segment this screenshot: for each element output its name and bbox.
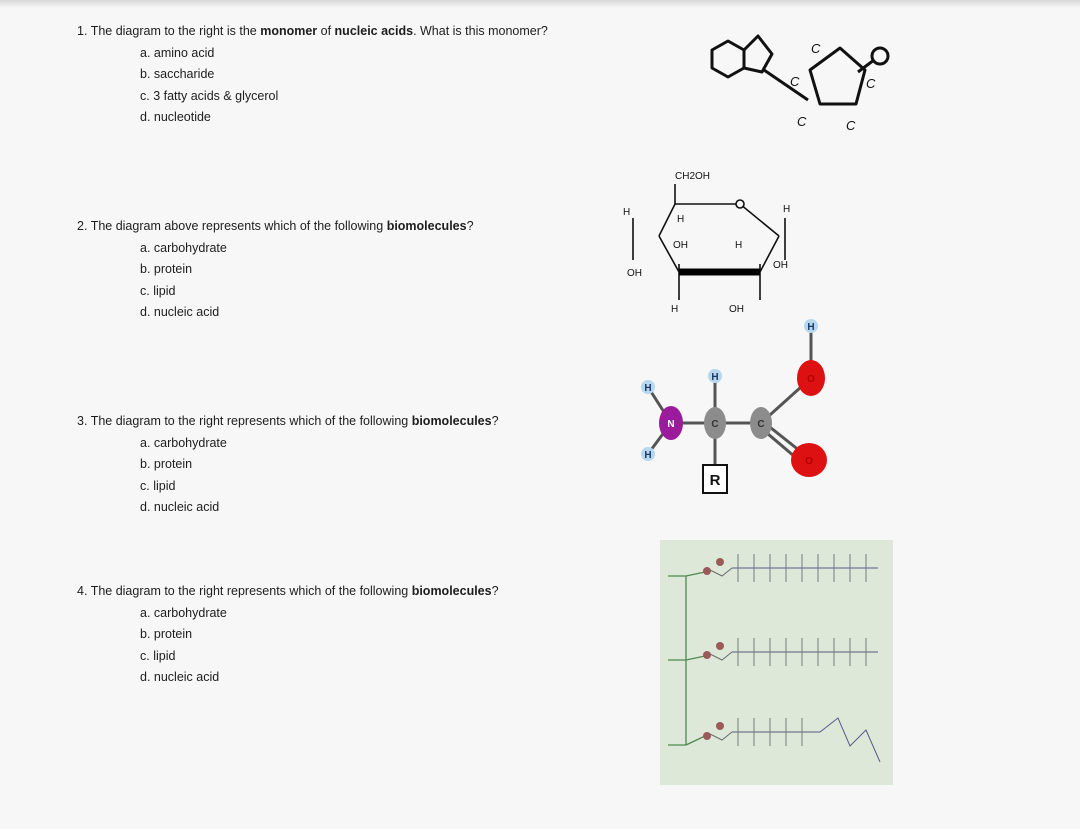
base-sugar-bond (764, 70, 808, 100)
atom-label: H (783, 204, 791, 215)
atom-label: CH2OH (675, 171, 711, 182)
atom-label: H (644, 450, 652, 461)
question-number: 3. (77, 414, 88, 428)
stem-text: . What is this monomer? (413, 24, 548, 38)
stem-bold: monomer (260, 24, 318, 38)
atom-label: C (711, 419, 719, 430)
atom-label: C (846, 118, 856, 133)
atom-label: C (866, 76, 876, 91)
option-d: d. nucleic acid (140, 670, 220, 684)
atom-label: OH (673, 240, 688, 251)
ring-oxygen (736, 200, 744, 208)
atom-label: N (667, 419, 675, 430)
atom-label: C (797, 114, 807, 129)
oxygen-atom (703, 732, 711, 740)
option-c: c. lipid (140, 478, 176, 493)
option-d: d. nucleic acid (140, 500, 220, 514)
atom-label: O (807, 374, 815, 385)
question-3-options (77, 433, 499, 519)
stem-text: The diagram to the right represents which of the following (90, 584, 412, 598)
stem-text: The diagram to the right represents which of the following (90, 414, 412, 428)
option-a: a. carbohydrate (140, 605, 227, 620)
atom-label: H (644, 383, 652, 394)
atom-label: O (805, 456, 813, 467)
stem-bold: biomolecules (411, 584, 492, 598)
question-3-stem (77, 411, 499, 433)
option-d: d. nucleotide (140, 110, 211, 124)
question-4-options (77, 603, 499, 689)
atom-label: OH (773, 260, 788, 271)
stem-bold: biomolecules (411, 414, 492, 428)
atom-label: OH (729, 304, 744, 315)
stem-text: The diagram to the right is the (90, 24, 261, 38)
glucose-diagram (615, 160, 805, 320)
question-1-options (77, 43, 548, 129)
top-shadow (0, 0, 1080, 8)
question-number: 2. (77, 219, 88, 233)
atom-label: H (623, 207, 631, 218)
option-a: a. amino acid (140, 45, 215, 60)
atom-label: OH (627, 268, 642, 279)
oxygen-atom (716, 722, 724, 730)
option-b: b. protein (140, 457, 193, 471)
base-pentagon-ring (744, 36, 772, 72)
option-a: a. carbohydrate (140, 435, 227, 450)
atom-label: C (790, 74, 800, 89)
question-2-options (77, 238, 474, 324)
option-c: c. lipid (140, 648, 176, 663)
atom-label: H (671, 304, 679, 315)
question-1-stem (77, 21, 548, 43)
question-1 (77, 21, 548, 129)
amino-acid-diagram (635, 310, 835, 500)
question-2-stem (77, 216, 474, 238)
question-number: 4. (77, 584, 88, 598)
option-a: a. carbohydrate (140, 240, 227, 255)
atom-label: H (711, 372, 719, 383)
question-number: 1. (77, 24, 88, 38)
triglyceride-diagram (660, 540, 893, 785)
stem-text: ? (491, 584, 499, 598)
option-c: c. lipid (140, 283, 176, 298)
question-2 (77, 216, 474, 324)
atom-label: C (811, 41, 821, 56)
question-4 (77, 581, 499, 689)
question-3 (77, 411, 499, 519)
oxygen-atom (716, 642, 724, 650)
r-group-label: R (709, 472, 721, 489)
base-hexagon-ring (712, 41, 744, 77)
atom-label: H (735, 240, 743, 251)
oxygen-atom (703, 651, 711, 659)
option-b: b. protein (140, 262, 193, 276)
question-4-stem (77, 581, 499, 603)
option-d: d. nucleic acid (140, 305, 220, 319)
figure-background (660, 540, 893, 785)
sugar-pentagon-ring (810, 48, 865, 104)
stem-text: ? (491, 414, 499, 428)
nucleotide-diagram (700, 12, 900, 142)
stem-bold: biomolecules (386, 219, 467, 233)
atom-label: H (807, 322, 815, 333)
stem-text: The diagram above represents which of the following (90, 219, 387, 233)
option-b: b. saccharide (140, 67, 215, 81)
stem-text: ? (466, 219, 474, 233)
atom-label: C (757, 419, 765, 430)
option-b: b. protein (140, 627, 193, 641)
oxygen-atom (703, 567, 711, 575)
phosphate-circle (872, 48, 888, 64)
oxygen-atom (716, 558, 724, 566)
stem-bold: nucleic acids (334, 24, 414, 38)
stem-text: of (317, 24, 335, 38)
option-c: c. 3 fatty acids & glycerol (140, 88, 279, 103)
atom-label: H (677, 214, 685, 225)
